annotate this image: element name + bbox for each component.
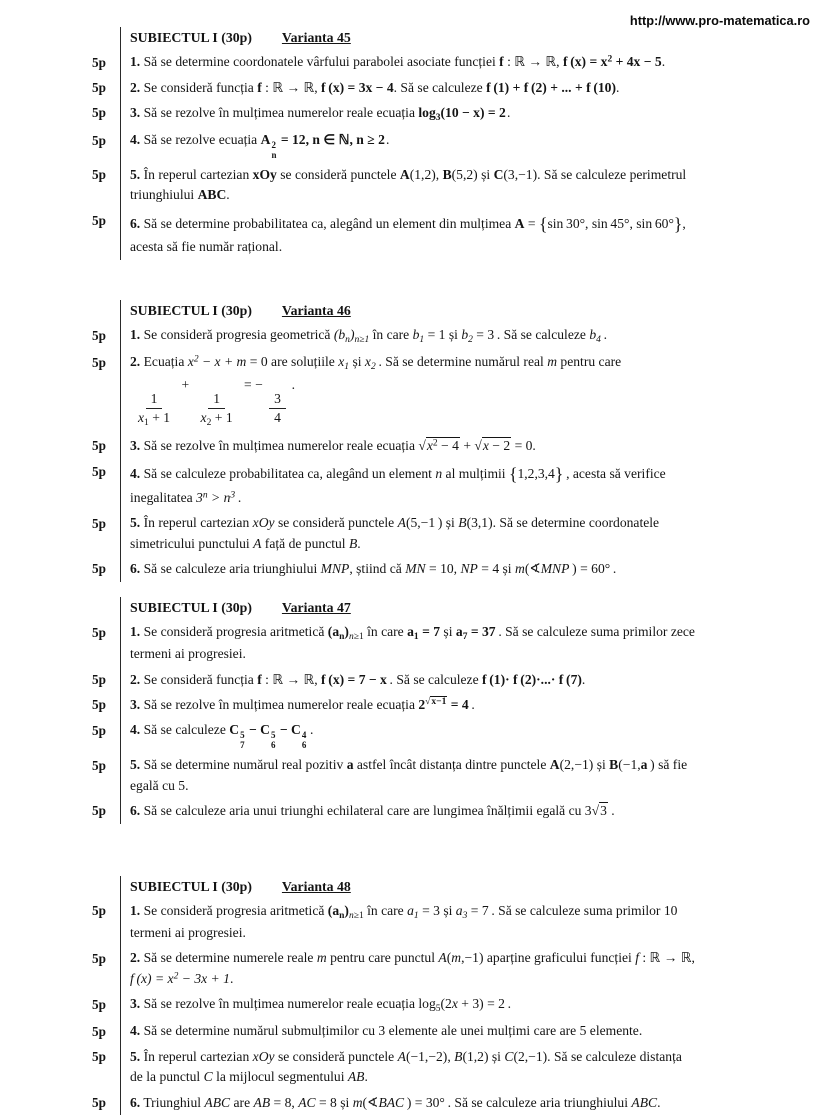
points-label: 5p bbox=[92, 132, 106, 148]
website-url: http://www.pro-matematica.ro bbox=[629, 13, 810, 28]
points-label: 5p bbox=[92, 1095, 106, 1111]
problem-row bbox=[92, 620, 812, 668]
problem-row bbox=[92, 459, 812, 511]
points-label: 5p bbox=[92, 80, 106, 96]
problem-text: 2. Se consideră funcția f : ℝ → ℝ, f (x) = 7 − x . Să se calculeze f (1)· f (2)·...· f (7). bbox=[120, 667, 812, 692]
problem-text: 3. Să se rezolve în mulțimea numerelor reale ecuația $2^{√x-1} = 4$ . bbox=[120, 692, 812, 717]
section-variant: Varianta 48 bbox=[281, 878, 351, 894]
problem-text: 2. Se consideră funcția f : ℝ → ℝ, f (x) = 3x − 4. Să se calculeze f (1) + f (2) + ... + f (10). bbox=[120, 75, 812, 100]
problem-row bbox=[92, 433, 812, 458]
problem-text: 5. În reperul cartezian xOy se consideră punctele A(5,−1 ) și B(3,1). Să se determine coordonatele simetricului punctului A față de punctul B. bbox=[120, 511, 812, 557]
problem-text: 1. Se consideră progresia aritmetică $(a_n)_{n\ge 1}$ în care $a_1 = 3$ și $a_3 = 7$ . Să se calculeze suma primilor 10 termeni ai progresiei. bbox=[120, 898, 812, 946]
problem-row bbox=[92, 1090, 812, 1115]
problem-text: 4. Să se rezolve ecuația A 2 n = 12, n ∈ ℕ, n ≥ 2 . bbox=[120, 128, 812, 163]
problem-row bbox=[92, 556, 812, 581]
problem-text: 4. Să se calculeze C 5 7 − C 5 6 − C 4 6 . bbox=[120, 718, 812, 753]
section-variant: Varianta 45 bbox=[281, 30, 351, 45]
points-label: 5p bbox=[92, 561, 106, 577]
points-label: 5p bbox=[92, 757, 106, 773]
points-label: 5p bbox=[92, 803, 106, 819]
problem-text: 4. Să se calculeze probabilitatea ca, alegând un element n al mulțimii {1,2,3,4} , acesta să verifice inegalitatea $3^n > n^3$ . bbox=[120, 459, 812, 511]
problem-row bbox=[92, 208, 812, 260]
points-label: 5p bbox=[92, 903, 106, 919]
problem-row bbox=[92, 162, 812, 208]
problem-text: 3. Să se rezolve în mulțimea numerelor reale ecuația $√x^2 - 4 + √x - 2 = 0$. bbox=[120, 433, 812, 458]
section-heading bbox=[120, 597, 812, 620]
points-label: 5p bbox=[92, 624, 106, 640]
problem-text: 5. Să se determine numărul real pozitiv a astfel încât distanța dintre punctele A(2,−1) și B(−1,a ) să fie egală cu 5. bbox=[120, 753, 812, 799]
points-column-spacer bbox=[92, 300, 120, 323]
exam-section bbox=[92, 300, 812, 582]
points-column-spacer bbox=[92, 27, 120, 50]
problem-text: 2. Ecuația $x^2 - x + m = 0$ are soluțiile $x_1$ și $x_2$ . Să se determine numărul real m pentru care $\frac{1}{x_1 + 1}$ + $\frac{1}{x_2 + 1}$ = − $\frac{3}{4}$ . bbox=[120, 350, 812, 433]
section-heading bbox=[120, 27, 812, 50]
problem-row bbox=[92, 323, 812, 350]
problem-row bbox=[92, 100, 812, 127]
points-label: 5p bbox=[92, 950, 106, 966]
section-heading-row bbox=[92, 876, 812, 899]
problem-text: 3. Să se rezolve în mulțimea numerelor reale ecuația $\log_3(10 - x) = 2$ . bbox=[120, 100, 812, 127]
problem-row bbox=[92, 898, 812, 946]
problem-row bbox=[92, 667, 812, 692]
problem-text: 6. Triunghiul ABC are AB = 8, AC = 8 și m(∢BAC ) = 30° . Să se calculeze aria triunghiului ABC. bbox=[120, 1090, 812, 1115]
points-label: 5p bbox=[92, 1023, 106, 1039]
problem-row bbox=[92, 128, 812, 163]
problem-row bbox=[92, 946, 812, 992]
problem-text: 4. Să se determine numărul submulțimilor cu 3 elemente ale unei mulțimi care are 5 elemente. bbox=[120, 1019, 812, 1044]
problem-row bbox=[92, 753, 812, 799]
points-label: 5p bbox=[92, 697, 106, 713]
points-label: 5p bbox=[92, 213, 106, 229]
exam-section bbox=[92, 597, 812, 824]
section-title: SUBIECTUL I (30p) bbox=[130, 30, 252, 45]
points-label: 5p bbox=[92, 515, 106, 531]
problem-row bbox=[92, 1019, 812, 1044]
points-label: 5p bbox=[92, 327, 106, 343]
problem-text: 6. Să se calculeze aria unui triunghi echilateral care are lungimea înălțimii egală cu 3√3 . bbox=[120, 798, 812, 823]
problem-text: 3. Să se rezolve în mulțimea numerelor reale ecuația $\log_5(2x + 3) = 2$ . bbox=[120, 992, 812, 1019]
problem-text: 6. Să se calculeze aria triunghiului MNP, știind că MN = 10, NP = 4 și m(∢MNP ) = 60° . bbox=[120, 556, 812, 581]
problem-row bbox=[92, 992, 812, 1019]
problem-text: 5. În reperul cartezian xOy se consideră punctele A(−1,−2), B(1,2) și C(2,−1). Să se calculeze distanța de la punctul C la mijlocul segmentului AB. bbox=[120, 1044, 812, 1090]
points-label: 5p bbox=[92, 722, 106, 738]
points-column-spacer bbox=[92, 597, 120, 620]
points-label: 5p bbox=[92, 354, 106, 370]
problem-row bbox=[92, 718, 812, 753]
problem-text: 2. Să se determine numerele reale m pentru care punctul A(m,−1) aparține graficului funcției f : ℝ → ℝ, f $(x) = x^2 - 3x + 1$. bbox=[120, 946, 812, 992]
section-heading-row bbox=[92, 300, 812, 323]
section-heading bbox=[120, 876, 812, 899]
exam-section bbox=[92, 876, 812, 1115]
problem-row bbox=[92, 1044, 812, 1090]
problem-row bbox=[92, 798, 812, 823]
problem-row bbox=[92, 511, 812, 557]
points-label: 5p bbox=[92, 1049, 106, 1065]
section-variant: Varianta 47 bbox=[281, 599, 351, 615]
problem-text: 1. Se consideră progresia aritmetică $(a_n)_{n\ge 1}$ în care $a_1 = 7$ și $a_7 = 37$ . Să se calculeze suma primilor zece termeni ai progresiei. bbox=[120, 620, 812, 668]
points-label: 5p bbox=[92, 438, 106, 454]
problem-text: 5. În reperul cartezian xOy se consideră punctele A(1,2), B(5,2) și C(3,−1). Să se calculeze perimetrul triunghiului ABC. bbox=[120, 162, 812, 208]
section-title: SUBIECTUL I (30p) bbox=[130, 599, 252, 615]
sections-container bbox=[92, 27, 812, 1115]
points-label: 5p bbox=[92, 167, 106, 183]
problem-text: 6. Să se determine probabilitatea ca, alegând un element din mulțimea A = {sin 30°, sin 45°, sin 60°}, acesta să fie număr rațional. bbox=[120, 208, 812, 260]
section-variant: Varianta 46 bbox=[281, 303, 351, 319]
points-column-spacer bbox=[92, 876, 120, 899]
points-label: 5p bbox=[92, 105, 106, 121]
problem-text: 1. Se consideră progresia geometrică $(b_n)_{n\ge 1}$ în care $b_1 = 1$ și $b_2 = 3$ . Să se calculeze $b_4$ . bbox=[120, 323, 812, 350]
problem-row bbox=[92, 692, 812, 717]
exam-section bbox=[92, 27, 812, 260]
points-label: 5p bbox=[92, 996, 106, 1012]
problem-row bbox=[92, 75, 812, 100]
section-heading-row bbox=[92, 27, 812, 50]
problem-text: 1. Să se determine coordonatele vârfului parabolei asociate funcției f : ℝ → ℝ, f $(x) = x^2 + 4x - 5$. bbox=[120, 50, 812, 75]
points-label: 5p bbox=[92, 463, 106, 479]
problem-row bbox=[92, 350, 812, 433]
section-title: SUBIECTUL I (30p) bbox=[130, 303, 252, 319]
section-heading-row bbox=[92, 597, 812, 620]
section-heading bbox=[120, 300, 812, 323]
points-label: 5p bbox=[92, 672, 106, 687]
section-title: SUBIECTUL I (30p) bbox=[130, 878, 252, 894]
points-label: 5p bbox=[92, 54, 106, 70]
problem-row bbox=[92, 50, 812, 75]
